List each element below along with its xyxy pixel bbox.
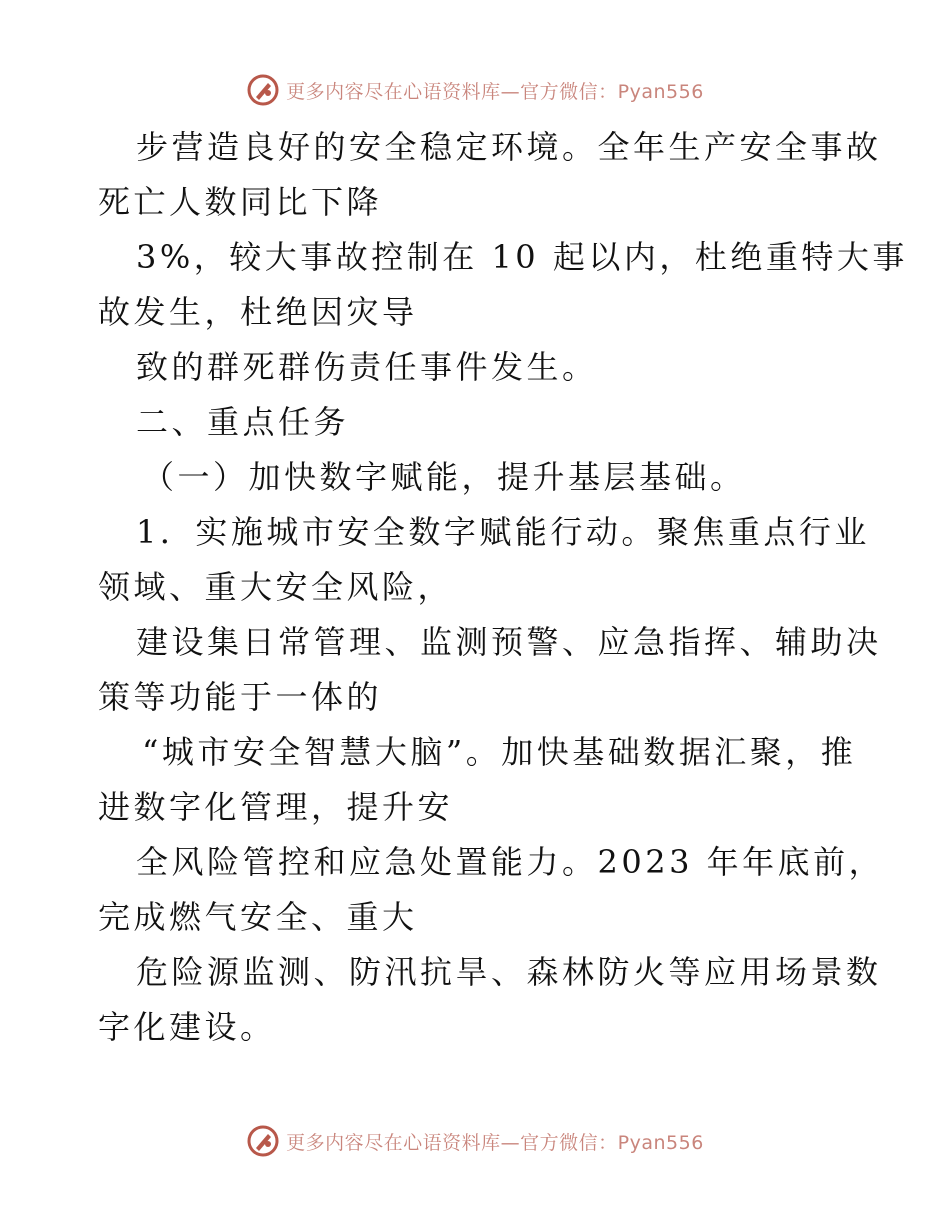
document-body [98,120,908,1055]
watermark-text: 更多内容尽在心语资料库—官方微信：Pyan556 [286,1131,704,1154]
text-line: 策等功能于一体的 [98,678,383,716]
section-heading: 二、重点任务 [136,403,350,441]
text-line: 1．实施城市安全数字赋能行动。聚焦重点行业 [136,513,870,551]
text-line: 故发生，杜绝因灾导 [98,293,418,331]
text-line: 危险源监测、防汛抗旱、森林防火等应用场景数 [136,953,882,991]
text-line: 步营造良好的安全稳定环境。全年生产安全事故 [136,128,882,166]
text-line: 领域、重大安全风险， [98,568,454,606]
watermark-text: 更多内容尽在心语资料库—官方微信：Pyan556 [286,80,704,103]
footer-watermark [0,1121,950,1161]
text-line: 进数字化管理，提升安 [98,788,454,826]
pen-nib-logo-icon [246,73,280,107]
text-line: 字化建设。 [98,1008,276,1046]
header-watermark [0,70,950,110]
text-line: 完成燃气安全、重大 [98,898,418,936]
text-line: 3%，较大事故控制在 10 起以内，杜绝重特大事 [136,238,908,276]
subsection-heading: （一）加快数字赋能，提升基层基础。 [142,458,746,496]
text-line: 致的群死群伤责任事件发生。 [136,348,598,386]
text-line: “城市安全智慧大脑”。加快基础数据汇聚，推 [142,733,857,771]
text-line: 死亡人数同比下降 [98,183,383,221]
pen-nib-logo-icon [246,1124,280,1158]
text-line: 全风险管控和应急处置能力。2023 年年底前， [136,843,885,881]
text-line: 建设集日常管理、监测预警、应急指挥、辅助决 [136,623,882,661]
